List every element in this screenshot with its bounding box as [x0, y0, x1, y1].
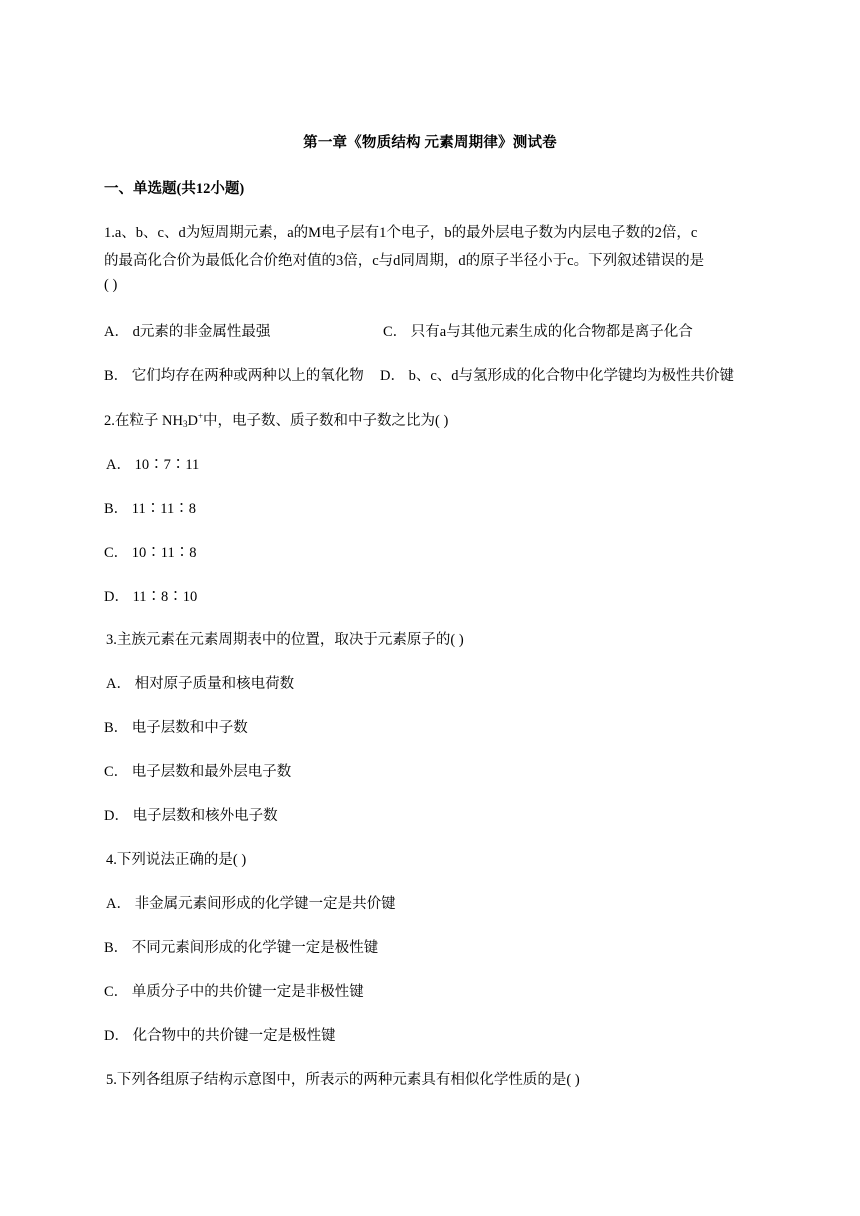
q2-option-b: B． 11∶11∶8	[104, 501, 196, 517]
q2-stem-post: 中，电子数、质子数和中子数之比为( )	[203, 413, 449, 429]
q2-superscript: +	[197, 411, 204, 421]
q4-option-b: B． 不同元素间形成的化学键一定是极性键	[104, 940, 379, 956]
q1-stem-line-2: 的最高化合价为最低化合价绝对值的3倍，c与d同周期，d的原子半径小于c。下列叙述错误的是	[104, 253, 705, 269]
q2-stem-mid: D	[187, 413, 198, 429]
q3-stem: 3.主族元素在元素周期表中的位置，取决于元素原子的( )	[106, 632, 464, 648]
page-title: 第一章《物质结构 元素周期律》测试卷	[303, 135, 557, 151]
q3-option-c: C． 电子层数和最外层电子数	[104, 764, 292, 780]
q2-option-c: C． 10∶11∶8	[104, 545, 197, 561]
q2-option-d: D． 11∶8∶10	[104, 589, 198, 605]
q3-option-d: D． 电子层数和核外电子数	[104, 808, 278, 824]
q4-option-a: A． 非金属元素间形成的化学键一定是共价键	[106, 896, 396, 912]
q1-option-d: D． b、c、d与氢形成的化合物中化学键均为极性共价键	[380, 368, 735, 384]
q4-option-d: D． 化合物中的共价键一定是极性键	[104, 1028, 336, 1044]
q3-option-a: A． 相对原子质量和核电荷数	[106, 676, 295, 692]
q1-stem-line-3: ( )	[104, 277, 118, 293]
q2-stem	[104, 409, 448, 430]
q1-stem-line-1: 1.a、b、c、d为短周期元素，a的M电子层有1个电子，b的最外层电子数为内层电子数的2倍，c	[104, 225, 698, 241]
q2-subscript: 3	[182, 419, 188, 429]
section-heading: 一、单选题(共12小题)	[104, 181, 245, 197]
q3-option-b: B． 电子层数和中子数	[104, 720, 248, 736]
q1-option-a: A． d元素的非金属性最强	[104, 324, 271, 340]
q2-stem-pre: 2.在粒子 NH	[104, 413, 183, 429]
q1-option-c: C． 只有a与其他元素生成的化合物都是离子化合	[383, 324, 693, 340]
q4-stem: 4.下列说法正确的是( )	[106, 852, 247, 868]
q2-option-a: A． 10∶7∶11	[106, 457, 200, 473]
q4-option-c: C． 单质分子中的共价键一定是非极性键	[104, 984, 364, 1000]
q5-stem: 5.下列各组原子结构示意图中，所表示的两种元素具有相似化学性质的是( )	[106, 1072, 580, 1088]
q1-option-b: B． 它们均存在两种或两种以上的氧化物	[104, 368, 364, 384]
